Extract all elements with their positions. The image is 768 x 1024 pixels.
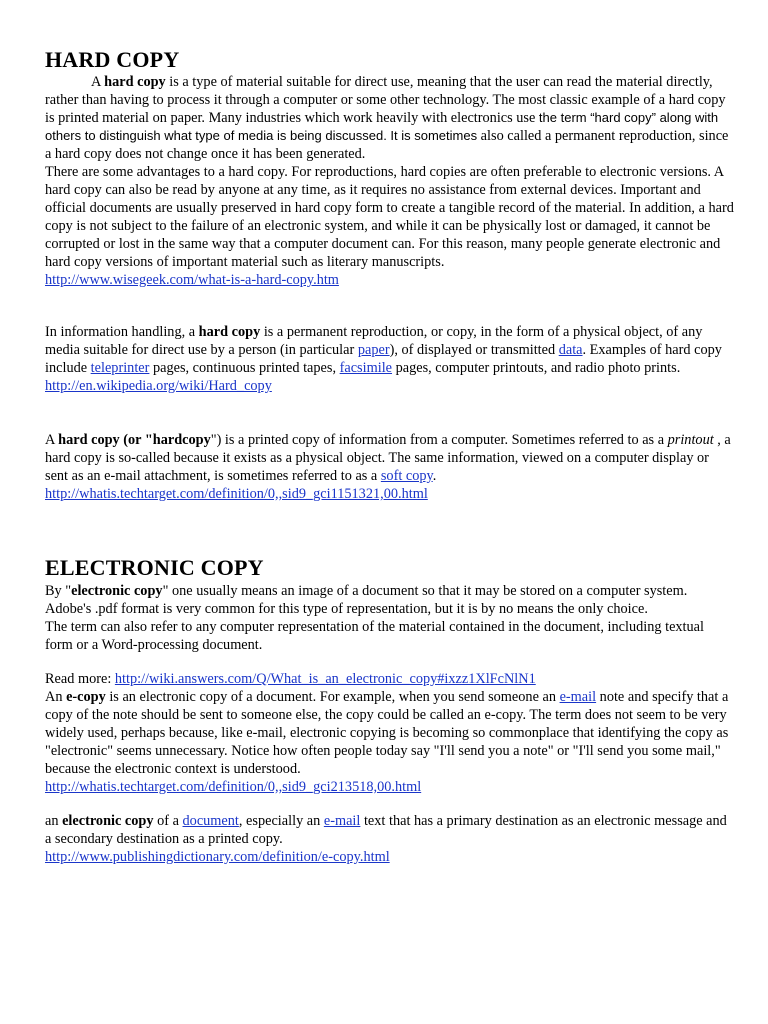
electronic-copy-paragraph-1 (45, 582, 735, 618)
text: pages, computer printouts, and radio photo prints. (392, 360, 681, 376)
soft-copy-link[interactable]: soft copy (380, 468, 433, 484)
text: text that has a primary destination as an electronic message and a secondary destination as a printed copy. (45, 813, 727, 847)
text: " one usually means an image of a document so that it may be stored on a computer system. Adobe's .pdf format is very common for this type of representation, but it is by no means the only choice. (45, 583, 688, 617)
techtarget-ecopy-link[interactable]: http://whatis.techtarget.com/definition/0,,sid9_gci213518,00.html (45, 779, 422, 795)
paper-link[interactable]: paper (357, 342, 390, 358)
electronic-copy-block-2 (45, 670, 735, 796)
text: ), of displayed or transmitted (389, 342, 559, 358)
text: is a type of material suitable for direct use, meaning that the user can read the material directly, rather than having to process it through a computer or some other technology. The most classic example of a hard copy is printed material on paper. Many industries which work heavily with electronics use (45, 74, 726, 126)
electronic-copy-paragraph-2: The term can also refer to any computer representation of the material contained in the document, including textual form or a Word-processing document. (45, 619, 704, 653)
bold-term: electronic copy (62, 813, 154, 829)
wikipedia-link[interactable]: http://en.wikipedia.org/wiki/Hard_copy (45, 378, 272, 394)
electronic-copy-block-3 (45, 812, 735, 866)
italic-term: printout (667, 432, 714, 448)
hard-copy-paragraph-4 (45, 431, 735, 485)
publishing-dictionary-link[interactable]: http://www.publishingdictionary.com/definition/e-copy.html (45, 849, 390, 865)
text: of a (153, 813, 183, 829)
wisegeek-link[interactable]: http://www.wisegeek.com/what-is-a-hard-copy.htm (45, 272, 339, 288)
teleprinter-link[interactable]: teleprinter (90, 360, 150, 376)
read-more-line (45, 670, 735, 688)
text: ") is a printed copy of information from a computer. Sometimes referred to as a (210, 432, 668, 448)
bold-term: hard copy (or "hardcopy (58, 432, 211, 448)
bold-term: hard copy (198, 324, 261, 340)
hard-copy-block-2 (45, 323, 735, 395)
text: also called a permanent reproduction, since a hard copy does not change once it has been generated. (45, 128, 729, 162)
text: , a hard copy is so-called because it exists as a physical object. The same information, viewed on a computer display or sent as an e-mail attachment, is sometimes referred to as a (45, 432, 731, 484)
text: an (45, 813, 63, 829)
hard-copy-block-1 (45, 73, 735, 289)
hard-copy-paragraph-2: There are some advantages to a hard copy. For reproductions, hard copies are often preferable to electronic versions. A hard copy can also be read by anyone at any time, as it requires no assistance from external devices. Important and official documents are usually preserved in hard copy form to create a tangible record of the material. In addition, a hard copy is not subject to the failure of an electronic system, and while it can be physically lost or damaged, it cannot be corrupted or lost in the same way that a computer document can. For this reason, many people generate electronic and hard copy versions of important material such as literary manuscripts. (45, 164, 734, 270)
text: . (432, 468, 437, 484)
bold-term: electronic copy (71, 583, 163, 599)
sans-text-run: the term “hard copy” along with others to distinguish what type of media is being discussed. It is sometimes (45, 110, 719, 143)
document-link[interactable]: document (182, 813, 239, 829)
hard-copy-block-3 (45, 431, 735, 503)
hard-copy-heading: HARD COPY (45, 47, 180, 72)
bold-term: hard copy (104, 74, 166, 90)
hard-copy-paragraph-1 (45, 73, 735, 163)
text: An (45, 689, 67, 705)
electronic-copy-heading: ELECTRONIC COPY (45, 555, 264, 580)
text: A (45, 432, 59, 448)
facsimile-link[interactable]: facsimile (339, 360, 393, 376)
electronic-copy-block-1 (45, 582, 735, 654)
bold-term: e-copy (66, 689, 106, 705)
hard-copy-paragraph-3 (45, 323, 735, 377)
electronic-copy-paragraph-3 (45, 688, 735, 778)
wiki-answers-link[interactable]: http://wiki.answers.com/Q/What_is_an_electronic_copy#ixzz1XlFcNlN1 (114, 671, 536, 687)
text: By " (45, 583, 72, 599)
text: A (91, 74, 105, 90)
email-link[interactable]: e-mail (323, 813, 361, 829)
data-link[interactable]: data (558, 342, 583, 358)
text: , especially an (238, 813, 324, 829)
techtarget-hard-copy-link[interactable]: http://whatis.techtarget.com/definition/0,,sid9_gci1151321,00.html (45, 486, 428, 502)
text: is a permanent reproduction, or copy, in the form of a physical object, of any media suitable for direct use by a person (in particular (45, 324, 703, 358)
text: is an electronic copy of a document. For example, when you send someone an (105, 689, 560, 705)
electronic-copy-paragraph-4 (45, 812, 735, 848)
text: . Examples of hard copy include (45, 342, 722, 376)
read-more-label: Read more: (45, 671, 115, 687)
text: In information handling, a (45, 324, 199, 340)
text: pages, continuous printed tapes, (149, 360, 340, 376)
email-link[interactable]: e-mail (559, 689, 597, 705)
text: note and specify that a copy of the note should be sent to someone else, the copy could be called an e-copy. The term does not seem to be very widely used, perhaps because, like e-mail, electronic copying is becoming so commonplace that identifying the copy as "electronic" seems unnecessary. Notice how often people today say "I'll send you a note" or "I'll send you some mail," because the electronic context is understood. (45, 689, 729, 777)
